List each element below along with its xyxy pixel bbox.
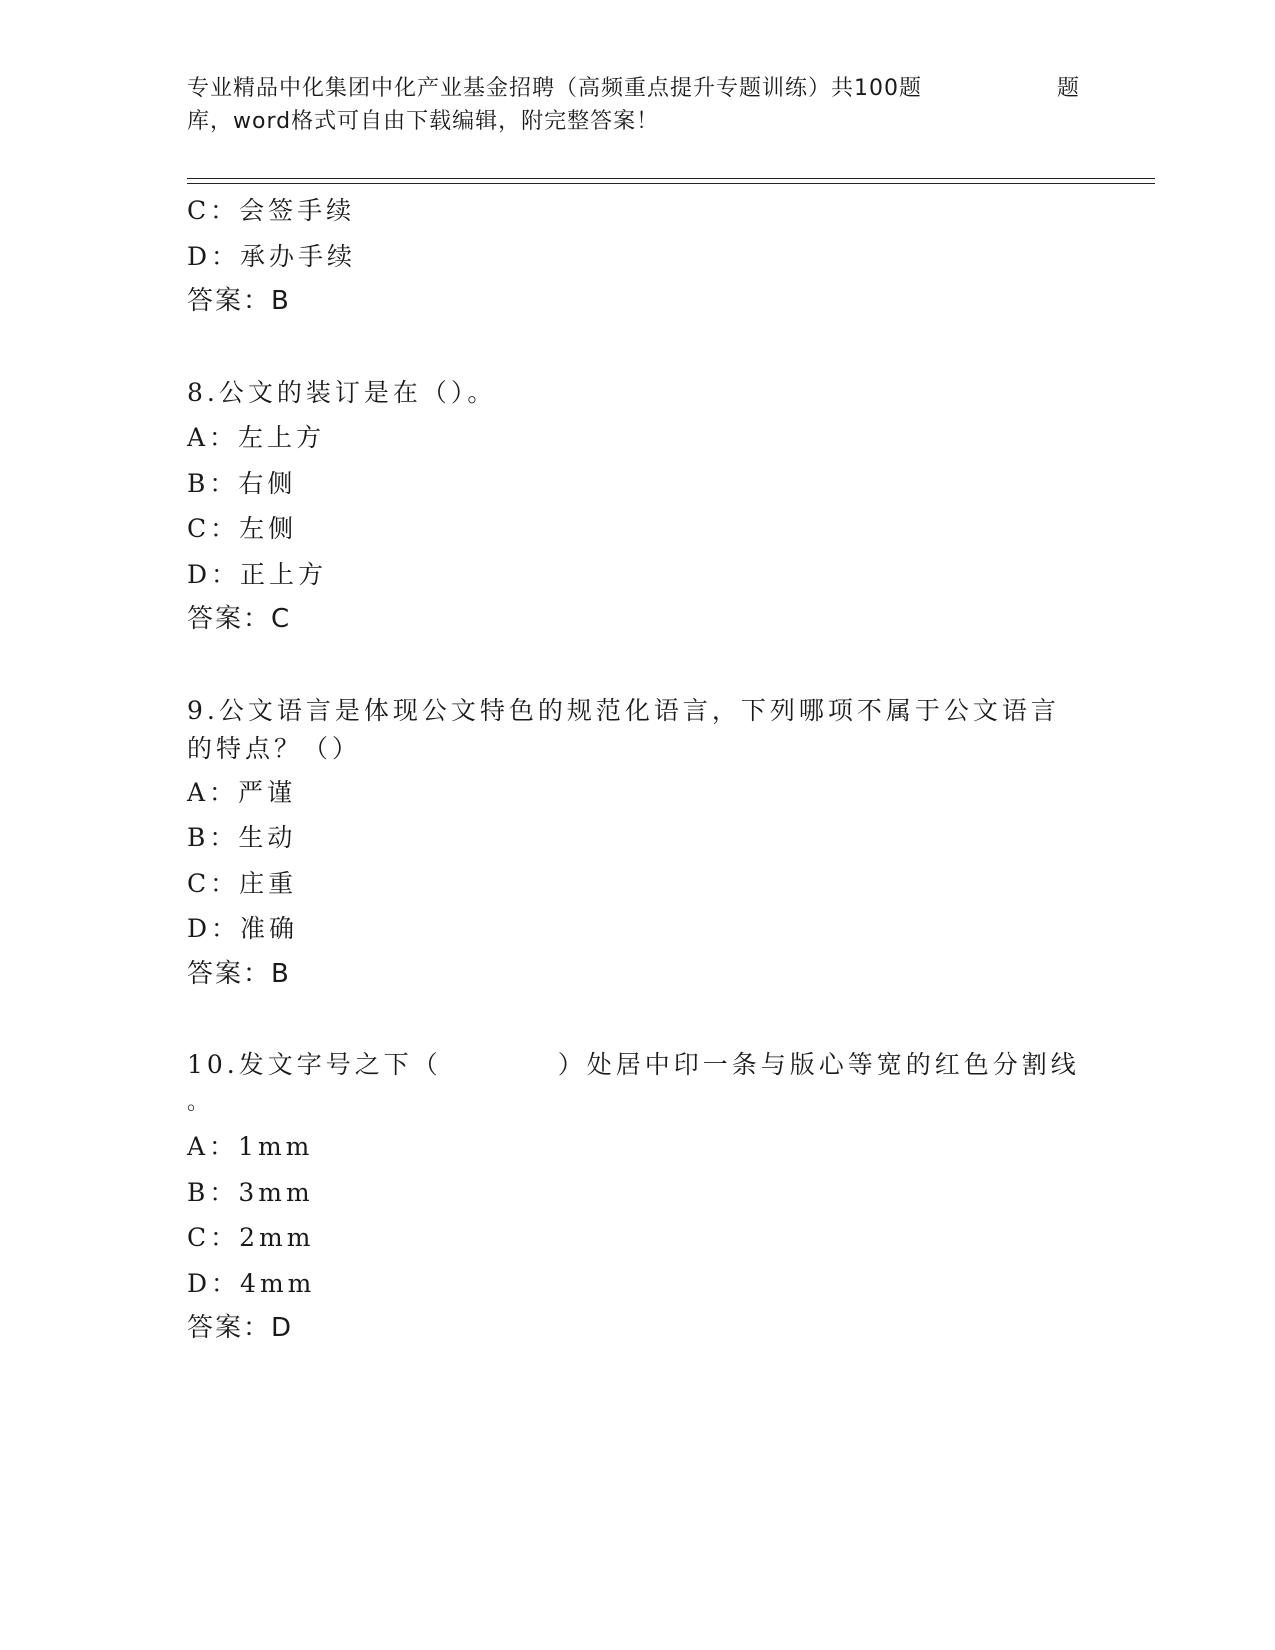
option-b: B：3mm: [187, 1177, 314, 1207]
option-d: D：正上方: [187, 559, 328, 589]
question-stem: [187, 1042, 1080, 1124]
question-10: [187, 1042, 1087, 1352]
answer-line: 答案：D: [187, 1313, 294, 1343]
question-stem: 8.公文的装订是在（）。: [187, 377, 497, 407]
option-a: A：严谨: [187, 777, 297, 807]
question-stem-line-2: 。: [187, 1090, 214, 1115]
question-spacer: [187, 643, 1087, 688]
question-stem: [187, 688, 1067, 770]
option-a: A：1mm: [187, 1132, 314, 1161]
question-spacer: [187, 325, 1087, 370]
question-list: [187, 188, 1087, 1352]
option-c: C：庄重: [187, 868, 298, 898]
header-divider-top: [187, 178, 1155, 179]
document-header: [187, 72, 1087, 138]
header-line-1: [187, 72, 1087, 105]
header-title-text: 专业精品中化集团中化产业基金招聘（高频重点提升专题训练）共100题: [187, 76, 922, 101]
question-stem-line-1: 10.发文字号之下（ ）处居中印一条与版心等宽的红色分割线: [187, 1050, 1080, 1079]
question-stem-line-2: 的特点？（）: [187, 733, 362, 763]
question-stem-line-1: 9.公文语言是体现公文特色的规范化语言，下列哪项不属于公文语言: [187, 695, 1060, 725]
answer-line: 答案：C: [187, 604, 292, 634]
option-d: D：承办手续: [187, 241, 357, 271]
header-divider-bottom: [187, 183, 1155, 184]
option-a: A：左上方: [187, 423, 326, 452]
answer-line: 答案：B: [187, 958, 291, 989]
question-spacer: [187, 997, 1087, 1042]
header-title-tail: 题: [1057, 76, 1081, 101]
option-c: C：2mm: [187, 1223, 315, 1252]
option-d: D：准确: [187, 914, 299, 943]
question-8: [187, 370, 1087, 643]
answer-line: 答案：B: [187, 286, 291, 316]
option-d: D：4mm: [187, 1268, 316, 1298]
question-9: [187, 688, 1087, 998]
option-c: C：左侧: [187, 514, 298, 543]
option-b: B：右侧: [187, 468, 297, 498]
header-line-2: 库，word格式可自由下载编辑，附完整答案！: [187, 109, 660, 134]
option-b: B：生动: [187, 823, 297, 852]
option-c: C：会签手续: [187, 196, 356, 225]
question-7-tail: [187, 188, 1087, 325]
